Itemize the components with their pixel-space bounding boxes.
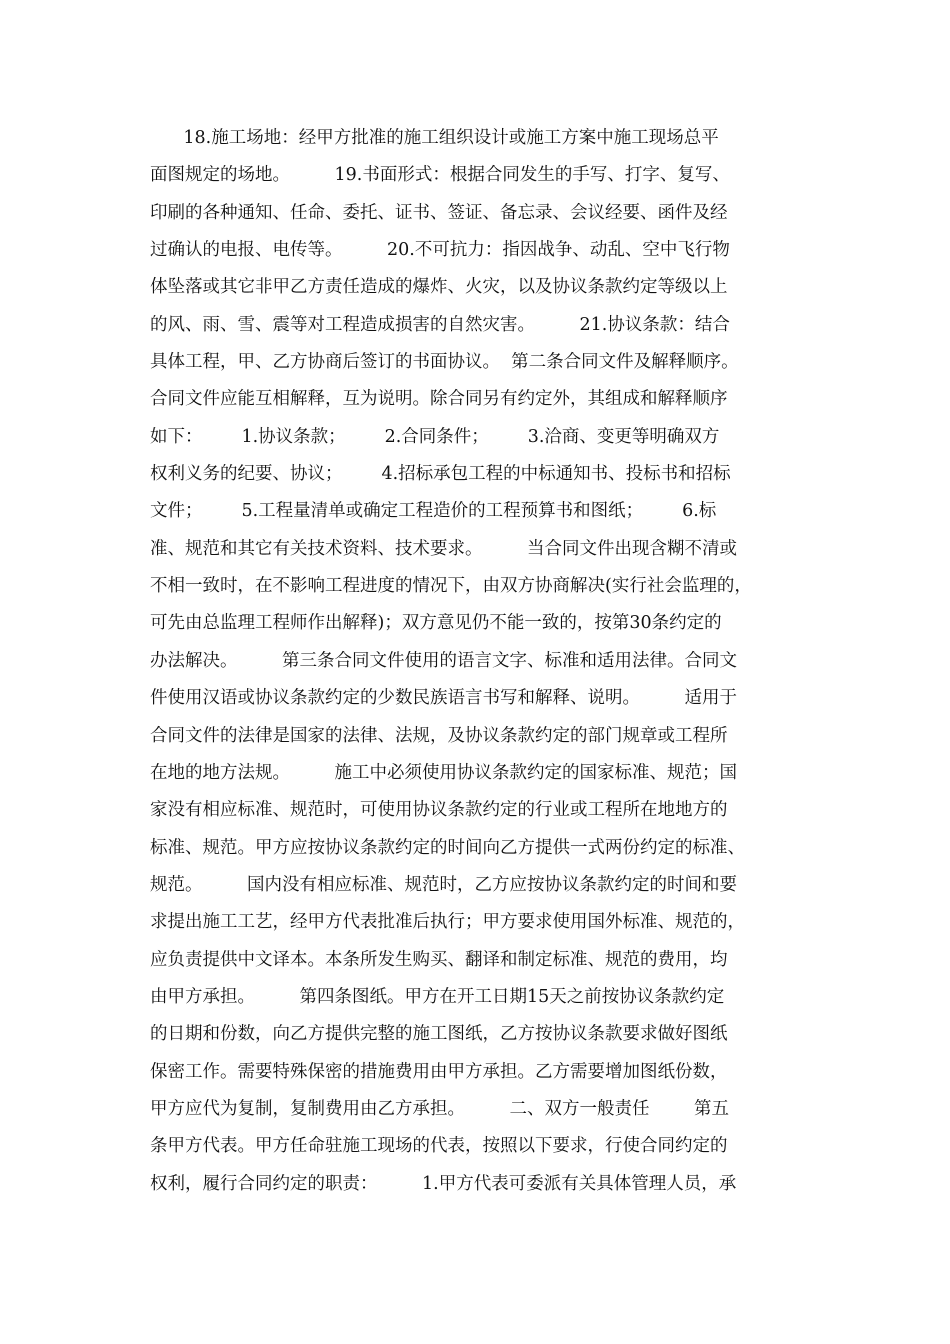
text-line: 过确认的电报、电传等。 20.不可抗力：指因战争、动乱、空中飞行物 [150, 240, 730, 261]
text-line: 具体工程，甲、乙方协商后签订的书面协议。 第二条合同文件及解释顺序。 [150, 352, 739, 373]
text-line: 准、规范和其它有关技术资料、技术要求。 当合同文件出现含糊不清或 [150, 538, 737, 559]
text-line: 保密工作。需要特殊保密的措施费用由甲方承担。乙方需要增加图纸份数， [150, 1061, 728, 1082]
text-line: 办法解决。 第三条合同文件使用的语言文字、标准和适用法律。合同文 [150, 650, 737, 671]
text-line: 由甲方承担。 第四条图纸。甲方在开工日期15天之前按协议条款约定 [150, 986, 725, 1007]
contract-text-body [150, 120, 820, 1203]
text-line: 权利，履行合同约定的职责： 1.甲方代表可委派有关具体管理人员，承 [150, 1173, 737, 1194]
text-line: 应负责提供中文译本。本条所发生购买、翻译和制定标准、规范的费用，均 [150, 949, 728, 970]
text-line: 标准、规范。甲方应按协议条款约定的时间向乙方提供一式两份约定的标准、 [150, 837, 745, 858]
text-line: 的风、雨、雪、震等对工程造成损害的自然灾害。 21.协议条款：结合 [150, 314, 730, 335]
text-line: 如下： 1.协议条款； 2.合同条件； 3.洽商、变更等明确双方 [150, 426, 720, 447]
text-line: 不相一致时，在不影响工程进度的情况下，由双方协商解决(实行社会监理的， [150, 576, 752, 597]
text-line: 18.施工场地：经甲方批准的施工组织设计或施工方案中施工现场总平 [150, 128, 719, 148]
text-line: 甲方应代为复制，复制费用由乙方承担。 二、双方一般责任 第五 [150, 1098, 730, 1119]
text-line: 家没有相应标准、规范时，可使用协议条款约定的行业或工程所在地地方的 [150, 800, 728, 821]
text-line: 权利义务的纪要、协议； 4.招标承包工程的中标通知书、投标书和招标 [150, 464, 731, 485]
text-line: 面图规定的场地。 19.书面形式：根据合同发生的手写、打字、复写、 [150, 165, 730, 186]
text-line: 规范。 国内没有相应标准、规范时，乙方应按协议条款约定的时间和要 [150, 874, 737, 895]
text-line: 件使用汉语或协议条款约定的少数民族语言书写和解释、说明。 适用于 [150, 688, 737, 709]
text-line: 文件； 5.工程量清单或确定工程造价的工程预算书和图纸； 6.标 [150, 501, 717, 522]
text-line: 印刷的各种通知、任命、委托、证书、签证、备忘录、会议经要、函件及经 [150, 202, 728, 223]
text-line: 体坠落或其它非甲乙方责任造成的爆炸、火灾，以及协议条款约定等级以上 [150, 277, 728, 298]
text-line: 可先由总监理工程师作出解释)；双方意见仍不能一致的，按第30条约定的 [150, 613, 722, 634]
text-line: 条甲方代表。甲方任命驻施工现场的代表，按照以下要求，行使合同约定的 [150, 1136, 728, 1157]
text-line: 合同文件的法律是国家的法律、法规，及协议条款约定的部门规章或工程所 [150, 725, 728, 746]
text-line: 的日期和份数，向乙方提供完整的施工图纸，乙方按协议条款要求做好图纸 [150, 1024, 728, 1045]
text-line: 在地的地方法规。 施工中必须使用协议条款约定的国家标准、规范；国 [150, 762, 737, 783]
text-line: 合同文件应能互相解释，互为说明。除合同另有约定外，其组成和解释顺序 [150, 389, 728, 410]
text-line: 求提出施工工艺，经甲方代表批准后执行；甲方要求使用国外标准、规范的， [150, 912, 745, 933]
